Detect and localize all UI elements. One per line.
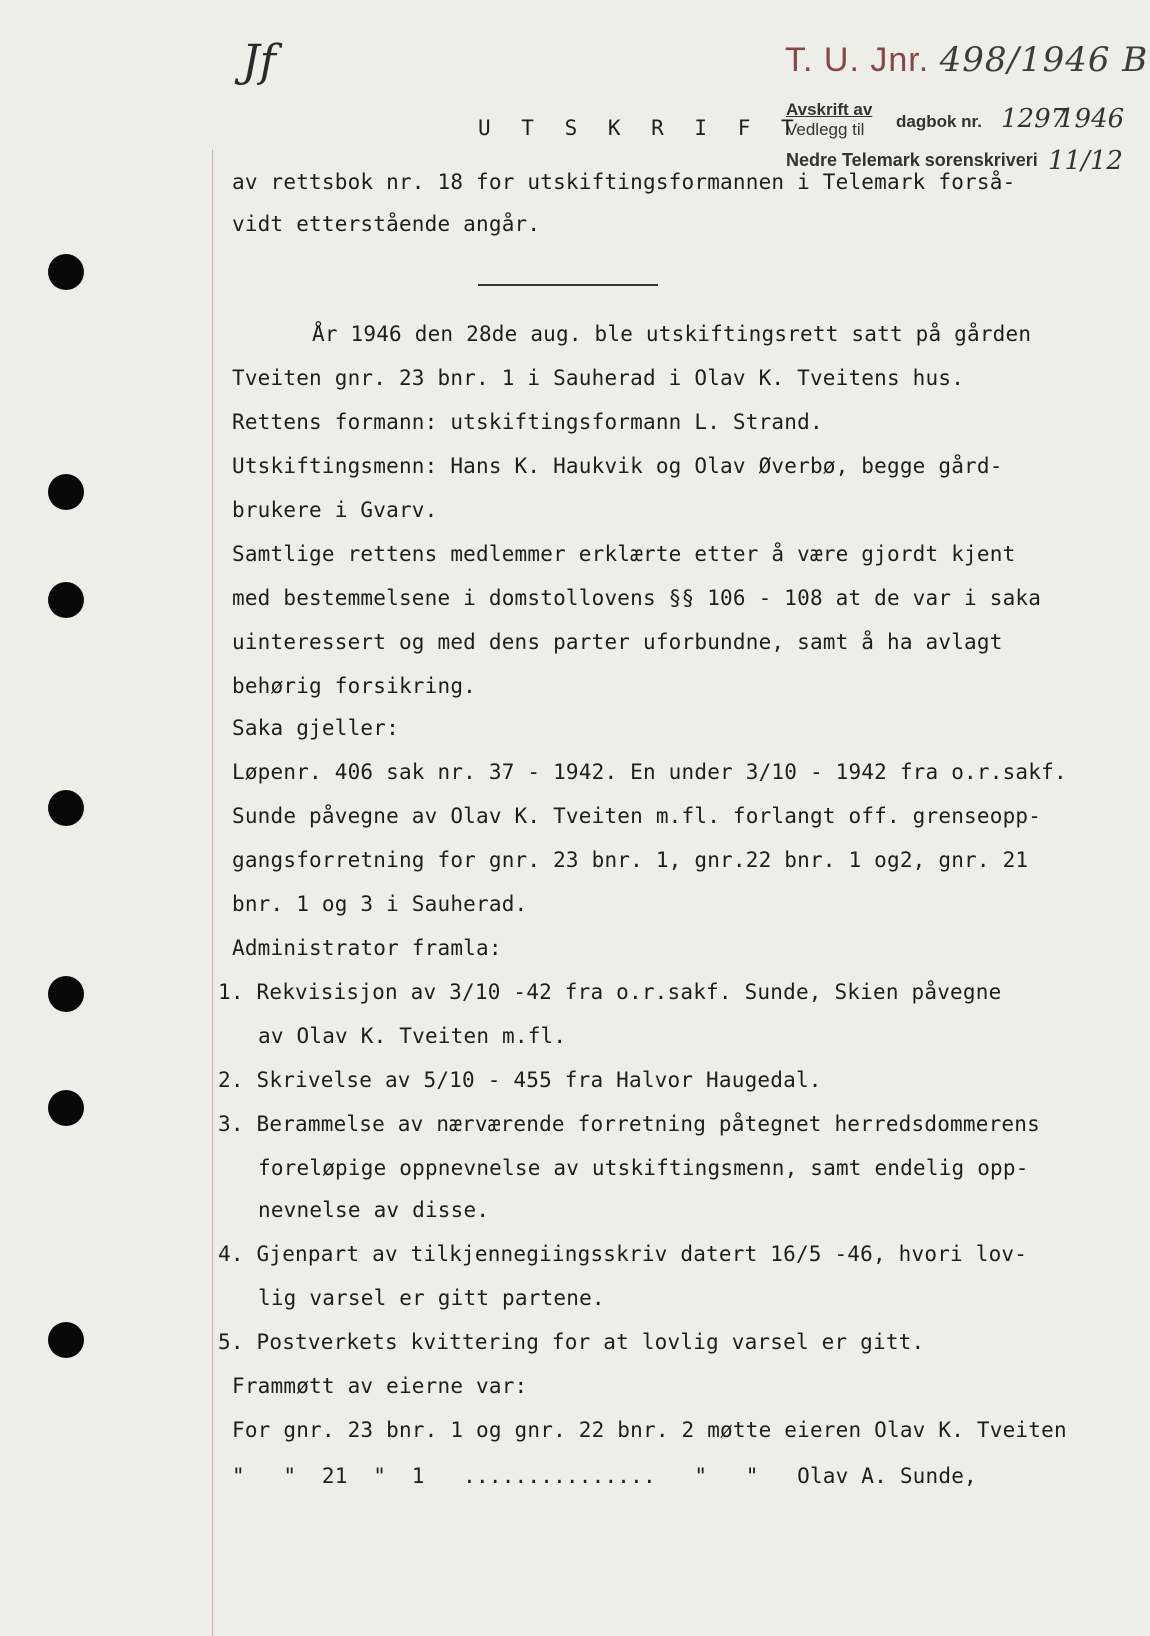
text-line: bnr. 1 og 3 i Sauherad. xyxy=(232,892,528,916)
office-name: Nedre Telemark sorenskriveri xyxy=(786,150,1038,170)
dagbok-number: 1297 xyxy=(1001,104,1068,134)
punch-hole-icon xyxy=(48,976,84,1012)
text-line: " " 21 " 1 ............... " " Olav A. Sunde, xyxy=(232,1464,977,1488)
text-line: Sunde påvegne av Olav K. Tveiten m.fl. forlangt off. grenseopp- xyxy=(232,804,1042,828)
text-line: År 1946 den 28de aug. ble utskiftingsrett satt på gården xyxy=(312,322,1032,346)
journal-stamp-prefix: T. U. Jnr. xyxy=(785,41,930,79)
text-line: Frammøtt av eierne var: xyxy=(232,1374,528,1398)
text-line: vidt etterstående angår. xyxy=(232,212,541,236)
text-line: Løpenr. 406 sak nr. 37 - 1942. En under 3/10 - 1942 fra o.r.sakf. xyxy=(232,760,1067,784)
text-line: uinteressert og med dens parter uforbundne, samt å ha avlagt xyxy=(232,630,1003,654)
text-line: med bestemmelsene i domstollovens §§ 106 - 108 at de var i saka xyxy=(232,586,1042,610)
text-line: lig varsel er gitt partene. xyxy=(258,1286,605,1310)
text-line: Saka gjeller: xyxy=(232,716,399,740)
office-date: 11/12 xyxy=(1048,146,1123,176)
text-line: nevnelse av disse. xyxy=(258,1198,490,1222)
punch-hole-icon xyxy=(48,474,84,510)
journal-stamp xyxy=(785,40,1148,80)
list-item: 3. Berammelse av nærværende forretning påtegnet herredsdommerens xyxy=(218,1112,1040,1136)
punch-hole-icon xyxy=(48,254,84,290)
text-line: av Olav K. Tveiten m.fl. xyxy=(258,1024,567,1048)
text-line: foreløpige oppnevnelse av utskiftingsmenn, samt endelig opp- xyxy=(258,1156,1029,1180)
text-line: av rettsbok nr. 18 for utskiftingsformannen i Telemark forså- xyxy=(232,170,1016,194)
list-item: 4. Gjenpart av tilkjennegiingsskriv datert 16/5 -46, hvori lov- xyxy=(218,1242,1028,1266)
register-stamp xyxy=(786,100,1125,180)
list-item: 5. Postverkets kvittering for at lovlig varsel er gitt. xyxy=(218,1330,925,1354)
dagbok-year: 1946 xyxy=(1058,104,1125,134)
punch-hole-icon xyxy=(48,1090,84,1126)
text-line: Administrator framla: xyxy=(232,936,502,960)
text-line: brukere i Gvarv. xyxy=(232,498,438,522)
margin-line xyxy=(212,150,213,1636)
document-title: U T S K R I F T xyxy=(478,116,803,140)
punch-hole-icon xyxy=(48,790,84,826)
avskrift-label: Avskrift av xyxy=(786,100,873,119)
journal-stamp-number: 498/1946 B xyxy=(939,40,1149,80)
text-line: For gnr. 23 bnr. 1 og gnr. 22 bnr. 2 møtte eieren Olav K. Tveiten xyxy=(232,1418,1067,1442)
text-line: Rettens formann: utskiftingsformann L. Strand. xyxy=(232,410,823,434)
list-item: 2. Skrivelse av 5/10 - 455 fra Halvor Haugedal. xyxy=(218,1068,822,1092)
handwritten-initial: Jf xyxy=(242,36,276,87)
vedlegg-label: Vedlegg til xyxy=(786,120,865,139)
punch-hole-icon xyxy=(48,582,84,618)
punch-hole-icon xyxy=(48,1322,84,1358)
text-line: Tveiten gnr. 23 bnr. 1 i Sauherad i Olav K. Tveitens hus. xyxy=(232,366,965,390)
text-line: gangsforretning for gnr. 23 bnr. 1, gnr.22 bnr. 1 og2, gnr. 21 xyxy=(232,848,1029,872)
text-line: Samtlige rettens medlemmer erklærte etter å være gjordt kjent xyxy=(232,542,1016,566)
text-line: Utskiftingsmenn: Hans K. Haukvik og Olav Øverbø, begge gård- xyxy=(232,454,1003,478)
separator-line xyxy=(478,284,658,286)
dagbok-label: dagbok nr. xyxy=(896,112,982,131)
list-item: 1. Rekvisisjon av 3/10 -42 fra o.r.sakf. Sunde, Skien påvegne xyxy=(218,980,1002,1004)
text-line: behørig forsikring. xyxy=(232,674,477,698)
